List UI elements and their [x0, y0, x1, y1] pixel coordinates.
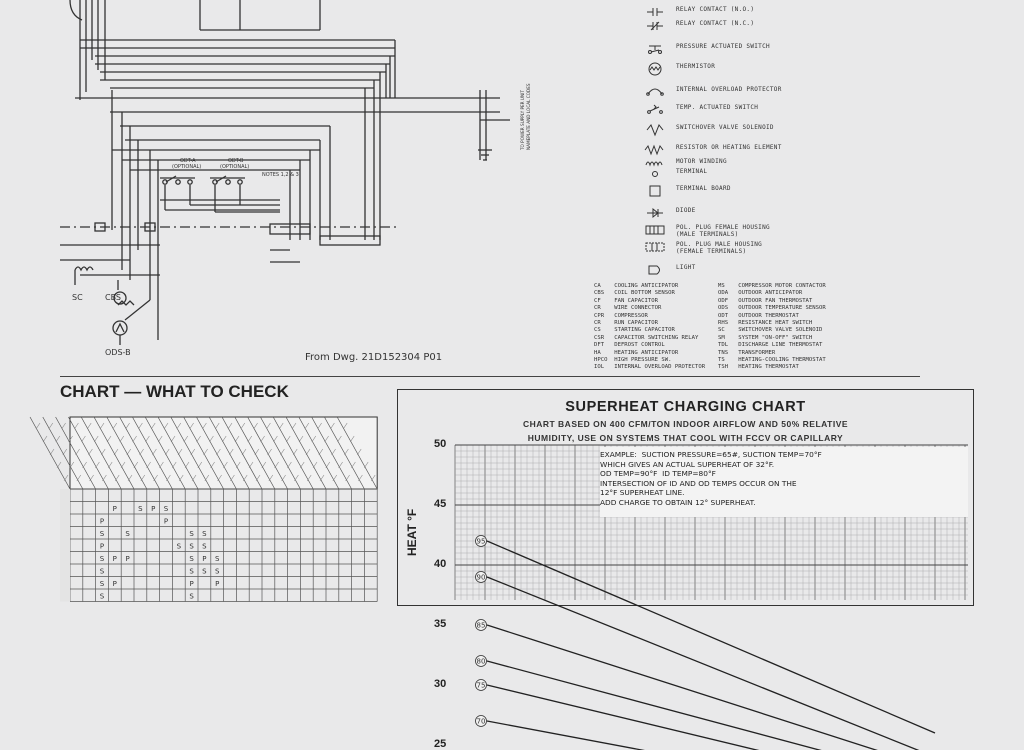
- check-grid-cell: S: [99, 592, 105, 601]
- check-grid-cell: S: [189, 592, 194, 601]
- check-grid-cell: S: [202, 529, 207, 538]
- odt-a-label: ODT-A: [180, 158, 196, 164]
- check-grid-cell: S: [202, 567, 207, 576]
- check-grid-cell: S: [214, 567, 220, 576]
- series-line: [487, 721, 935, 750]
- check-grid-cell: P: [189, 579, 194, 588]
- solenoid-icon: [645, 121, 665, 140]
- series-label: 80: [476, 657, 486, 666]
- terminal-board-icon: [645, 182, 665, 201]
- series-line: [487, 541, 935, 733]
- ods-b-label: ODS-B: [105, 348, 131, 357]
- power-note-1: TO POWER SUPPLY PER UNIT: [520, 90, 525, 150]
- odt-a-note: (OPTIONAL): [172, 164, 202, 170]
- series-line: [487, 625, 935, 750]
- series-label: 70: [476, 717, 486, 726]
- check-grid-cell: S: [163, 504, 169, 513]
- superheat-title: SUPERHEAT CHARGING CHART: [565, 399, 806, 415]
- y-tick-label: 50: [434, 438, 447, 450]
- check-grid-cell: S: [99, 529, 105, 538]
- check-grid-cell: P: [112, 579, 117, 588]
- wiring-diagram: [0, 0, 600, 376]
- section-divider: [60, 376, 920, 377]
- check-grid-cell: S: [189, 567, 194, 576]
- legend-label: POL. PLUG MALE HOUSING: [676, 241, 763, 248]
- thermistor-icon: [645, 60, 665, 79]
- check-grid-cell: S: [99, 579, 105, 588]
- superheat-subtitle-1: CHART BASED ON 400 CFM/TON INDOOR AIRFLOW AND 50% RELATIVE: [522, 419, 849, 429]
- series-label: 85: [476, 621, 486, 630]
- legend-label: RELAY CONTACT (N.C.): [676, 20, 755, 27]
- check-grid-cell: S: [176, 542, 182, 551]
- legend-label: (FEMALE TERMINALS): [676, 248, 747, 255]
- temp-switch-icon: [645, 101, 665, 120]
- check-grid-cell: P: [112, 504, 117, 513]
- y-tick-label: 30: [434, 678, 447, 690]
- superheat-subtitle-2: HUMIDITY, USE ON SYSTEMS THAT COOL WITH FCCV OR CAPILLARY: [527, 433, 844, 443]
- what-to-check-title: CHART — WHAT TO CHECK: [60, 382, 289, 401]
- check-grid-cell: S: [99, 554, 105, 563]
- check-grid-cell: P: [112, 554, 117, 563]
- y-tick-label: 45: [434, 498, 447, 510]
- series-label: 75: [476, 681, 486, 690]
- legend-label: TERMINAL BOARD: [676, 185, 731, 192]
- legend-label: RESISTOR OR HEATING ELEMENT: [676, 144, 782, 151]
- odt-b-note: (OPTIONAL): [220, 164, 250, 170]
- legend-label: SWITCHOVER VALVE SOLENOID: [676, 124, 774, 131]
- legend-label: TERMINAL: [676, 168, 708, 175]
- power-note-2: NAMEPLATE AND LOCAL CODES: [526, 83, 531, 150]
- superheat-example-text: EXAMPLE: SUCTION PRESSURE=65#, SUCTION TEMP=70°F WHICH GIVES AN ACTUAL SUPERHEAT OF 32°F. OD TEMP=90°F ID TEMP=80°F INTERSECTION OF ID AND OD TEMPS OCCUR ON THE 12°F SUPERHEAT LINE. ADD CHARGE TO OBTAIN 12° SUPERHEAT.: [600, 450, 822, 507]
- pressure-switch-icon: [645, 40, 665, 59]
- legend-label: (MALE TERMINALS): [676, 231, 739, 238]
- odt-b-label: ODT-B: [228, 158, 244, 164]
- check-grid-cell: S: [99, 567, 105, 576]
- series-line: [487, 685, 935, 750]
- check-grid-cell: P: [163, 517, 169, 526]
- check-grid-cell: P: [215, 579, 220, 588]
- legend-label: PRESSURE ACTUATED SWITCH: [676, 43, 770, 50]
- what-to-check-grid: [60, 405, 390, 600]
- legend-label: RELAY CONTACT (N.O.): [676, 6, 755, 13]
- sc-label: SC: [72, 293, 83, 302]
- legend-label: LIGHT: [676, 264, 696, 271]
- y-tick-label: 35: [434, 618, 447, 630]
- check-grid-cell: P: [202, 554, 207, 563]
- series-label: 90: [476, 573, 486, 582]
- check-grid-cell: S: [189, 542, 194, 551]
- light-icon: [645, 261, 665, 280]
- series-label: 95: [476, 537, 486, 546]
- cbs-label: CBS: [105, 293, 122, 302]
- check-grid-header: [30, 417, 377, 489]
- check-grid-cell: S: [189, 554, 194, 563]
- legend-label: TEMP. ACTUATED SWITCH: [676, 104, 759, 111]
- abbreviations-left: CA COOLING ANTICIPATOR CBS COIL BOTTOM SENSOR CF FAN CAPACITOR CR WIRE CONNECTOR CPR COMPRESSOR CR RUN CAPACITOR CS STARTING CAPACITOR CSR CAPACITOR SWITCHING RELAY DFT DEFROST CONTROL HA HEATING ANTICIPATOR HPCO HIGH PRESSURE SW. IOL INTERNAL OVERLOAD PROTECTOR: [594, 283, 706, 371]
- check-grid-cell: P: [151, 504, 156, 513]
- superheat-y-axis-label: HEAT °F: [405, 508, 419, 556]
- legend-label: INTERNAL OVERLOAD PROTECTOR: [676, 86, 782, 93]
- notes-label: NOTES 1,2 & 3: [262, 172, 299, 178]
- legend-label: MOTOR WINDING: [676, 158, 727, 165]
- check-grid-cell: S: [138, 504, 143, 513]
- check-grid-cell: S: [214, 554, 220, 563]
- check-grid-cell: S: [125, 529, 130, 538]
- legend-label: THERMISTOR: [676, 63, 716, 70]
- check-grid-cell: P: [99, 517, 105, 526]
- overload-protector-icon: [645, 83, 665, 102]
- check-grid-cell: S: [202, 542, 207, 551]
- check-grid-cell: P: [99, 542, 105, 551]
- check-grid-cell: P: [125, 554, 130, 563]
- abbreviations-right: MS COMPRESSOR MOTOR CONTACTOR ODA OUTDOOR ANTICIPATOR ODF OUTDOOR FAN THERMOSTAT ODS OUTDOOR TEMPERATURE SENSOR ODT OUTDOOR THERMOSTAT RHS RESISTANCE HEAT SWITCH SC SWITCHOVER VALVE SOLENOID SM SYSTEM "ON-OFF" SWITCH TDL DISCHARGE LINE THERMOSTAT TNS TRANSFORMER TS HEATING-COOLING THERMOSTAT TSH HEATING THERMOSTAT: [718, 283, 826, 371]
- male-housing-icon: [645, 238, 665, 257]
- relay-contact-nc-icon: [645, 17, 665, 36]
- y-tick-label: 25: [434, 738, 447, 750]
- check-grid-cell: S: [189, 529, 194, 538]
- series-line: [487, 661, 935, 750]
- y-tick-label: 40: [434, 558, 447, 570]
- legend-label: POL. PLUG FEMALE HOUSING: [676, 224, 770, 231]
- drawing-reference: From Dwg. 21D152304 P01: [305, 352, 443, 363]
- legend-label: DIODE: [676, 207, 696, 214]
